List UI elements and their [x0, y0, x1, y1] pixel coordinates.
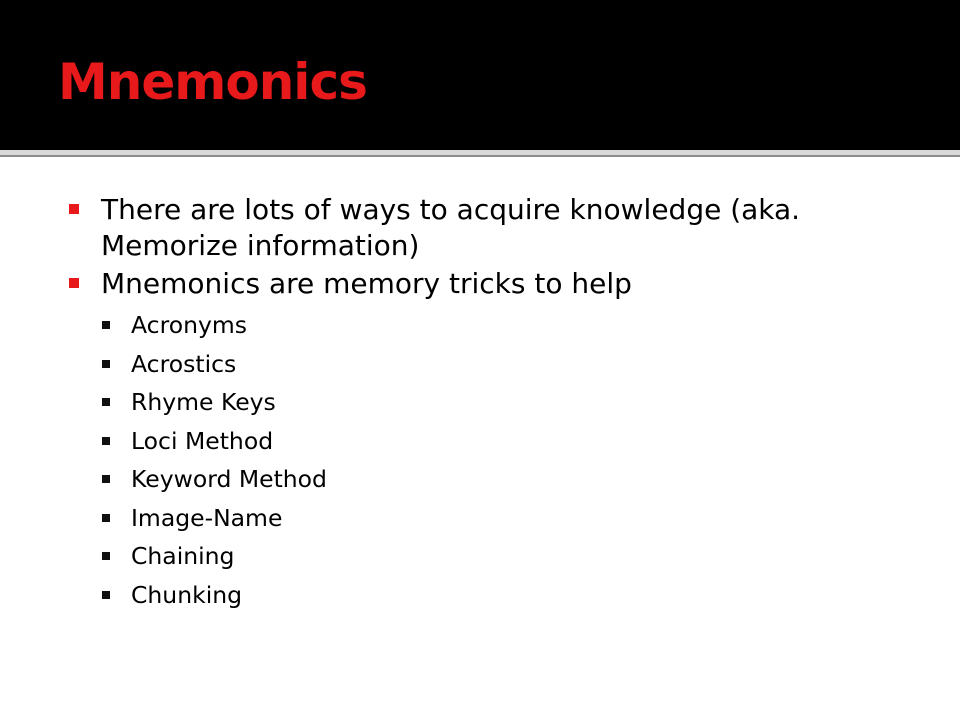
square-bullet-icon — [102, 437, 110, 445]
title-divider-shadow — [0, 155, 960, 157]
square-bullet-icon — [102, 475, 110, 483]
sub-bullet-text: Keyword Method — [131, 465, 327, 493]
sub-bullet-item — [98, 499, 928, 538]
square-bullet-icon — [102, 591, 110, 599]
sub-bullet-item — [98, 383, 928, 422]
sub-bullet-text: Loci Method — [131, 426, 274, 455]
bullet-list — [68, 192, 928, 614]
square-bullet-icon — [102, 514, 110, 522]
square-bullet-icon — [102, 552, 110, 560]
sub-bullet-text: Chaining — [131, 542, 235, 570]
sub-bullet-item — [98, 576, 928, 615]
bullet-text: There are lots of ways to acquire knowledge (aka. Memorize information) — [101, 193, 801, 262]
slide-title: Mnemonics — [58, 53, 367, 111]
sub-bullet-item — [98, 537, 928, 576]
sub-bullet-list — [101, 306, 928, 614]
square-bullet-icon — [69, 204, 79, 214]
sub-bullet-item — [98, 345, 928, 384]
sub-bullet-item — [98, 460, 928, 499]
sub-bullet-text: Acronyms — [131, 311, 248, 339]
sub-bullet-text: Image-Name — [131, 503, 283, 532]
bullet-item — [68, 192, 928, 264]
bullet-text: Mnemonics are memory tricks to help — [101, 267, 632, 300]
sub-bullet-text: Rhyme Keys — [131, 388, 276, 416]
bullet-item — [68, 266, 928, 614]
title-band — [0, 0, 960, 150]
sub-bullet-text: Chunking — [131, 580, 243, 609]
square-bullet-icon — [102, 360, 110, 368]
square-bullet-icon — [69, 278, 79, 288]
square-bullet-icon — [102, 321, 110, 329]
sub-bullet-item — [98, 306, 928, 345]
square-bullet-icon — [102, 398, 110, 406]
sub-bullet-item — [98, 422, 928, 461]
sub-bullet-text: Acrostics — [131, 349, 237, 378]
